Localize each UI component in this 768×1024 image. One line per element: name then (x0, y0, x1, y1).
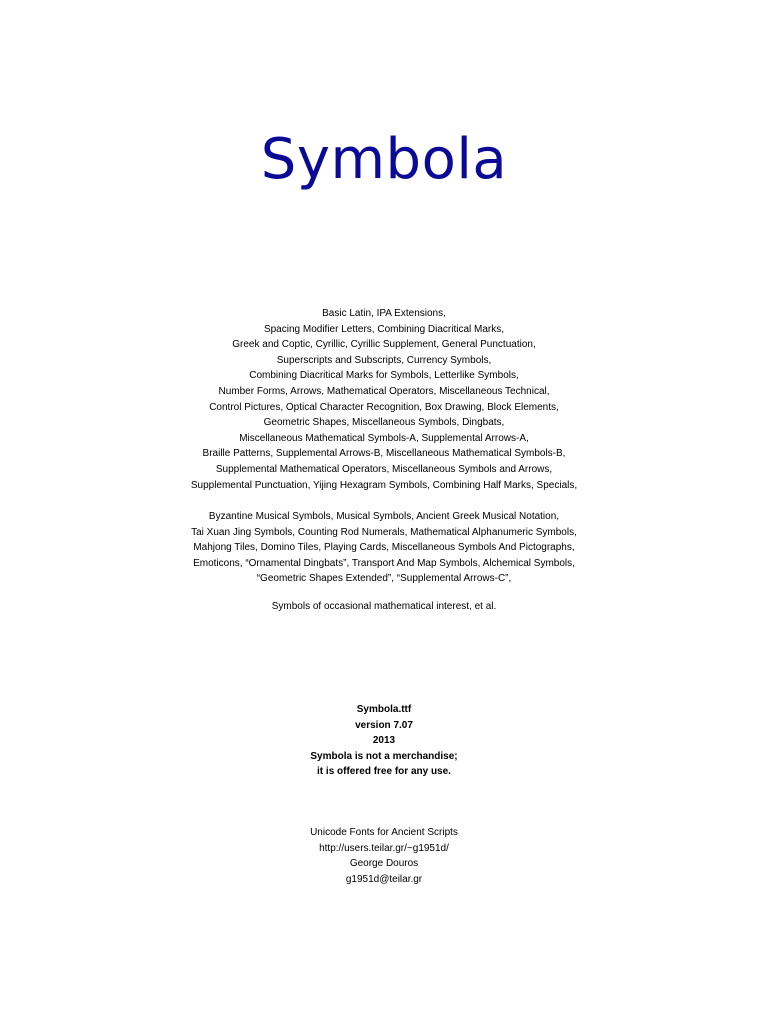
range-line: Number Forms, Arrows, Mathematical Operators, Miscellaneous Technical, (218, 385, 550, 397)
range-line: Greek and Coptic, Cyrillic, Cyrillic Supplement, General Punctuation, (232, 339, 536, 351)
range-line: Supplemental Mathematical Operators, Miscellaneous Symbols and Arrows, (215, 463, 553, 475)
project-name: Unicode Fonts for Ancient Scripts (310, 827, 458, 838)
year-text: 2013 (372, 735, 396, 746)
license-line: it is offered free for any use. (317, 766, 451, 777)
range-line: Combining Diacritical Marks for Symbols, Letterlike Symbols, (249, 370, 519, 382)
range-line: Superscripts and Subscripts, Currency Symbols, (276, 354, 492, 366)
file-name: Symbola.ttf (356, 704, 412, 715)
range-line: Braille Patterns, Supplemental Arrows-B, Miscellaneous Mathematical Symbols-B, (202, 448, 566, 460)
range-line: Byzantine Musical Symbols, Musical Symbols, Ancient Greek Musical Notation, (208, 511, 560, 522)
unicode-ranges-block-1 (0, 306, 768, 493)
file-info-block (0, 702, 768, 780)
range-line: Spacing Modifier Letters, Combining Diacritical Marks, (263, 323, 505, 335)
range-line: Mahjong Tiles, Domino Tiles, Playing Cards, Miscellaneous Symbols And Pictographs, (193, 542, 575, 554)
range-line: “Geometric Shapes Extended”, “Supplemental Arrows-C”, (256, 573, 512, 585)
range-line: Tai Xuan Jing Symbols, Counting Rod Numerals, Mathematical Alphanumeric Symbols, (191, 526, 577, 538)
website-url: http://users.teilar.gr/~g1951d/ (319, 842, 449, 854)
range-line: Basic Latin, IPA Extensions, (322, 308, 446, 319)
license-line: Symbola is not a merchandise; (310, 750, 458, 762)
version-text: version 7.07 (355, 719, 413, 731)
note-line: Symbols of occasional mathematical interest, et al. (271, 601, 497, 612)
range-line: Geometric Shapes, Miscellaneous Symbols, Dingbats, (263, 417, 505, 429)
author-email: g1951d@teilar.gr (345, 873, 423, 885)
range-line: Miscellaneous Mathematical Symbols-A, Supplemental Arrows-A, (239, 432, 529, 444)
page-title: Symbola (260, 127, 508, 192)
mathematical-note (0, 599, 768, 615)
author-block (0, 825, 768, 887)
unicode-ranges-block-2 (0, 509, 768, 587)
range-line: Emoticons, “Ornamental Dingbats”, Transport And Map Symbols, Alchemical Symbols, (193, 557, 575, 569)
author-name: George Douros (349, 858, 419, 869)
range-line: Supplemental Punctuation, Yijing Hexagram Symbols, Combining Half Marks, Specials, (190, 479, 578, 491)
range-line: Control Pictures, Optical Character Recognition, Box Drawing, Block Elements, (209, 401, 559, 413)
